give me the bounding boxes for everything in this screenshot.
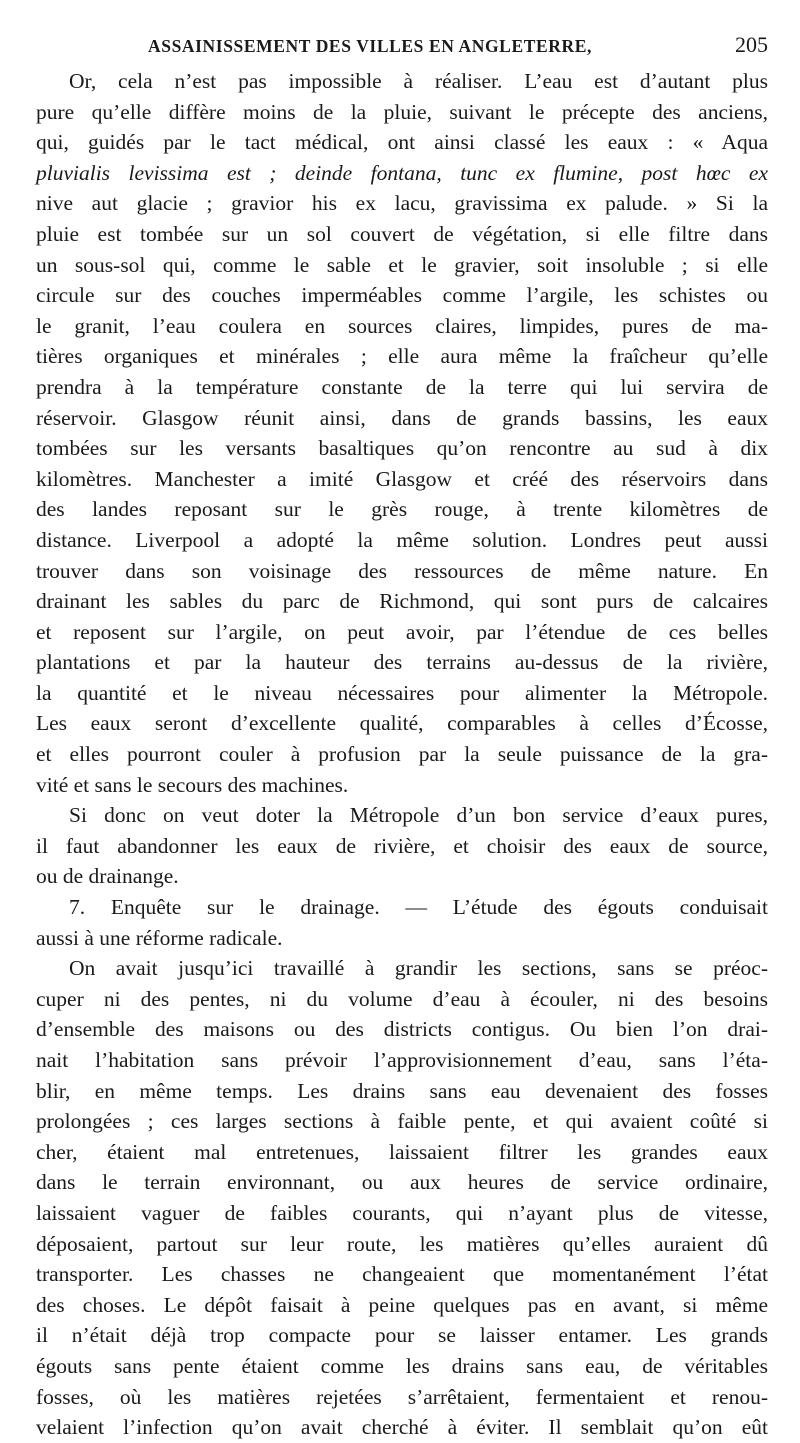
text-line: et reposent sur l’argile, on peut avoir, par l’étendue de ces belles bbox=[36, 619, 768, 644]
text-line: déposaient, partout sur leur route, les matières qu’elles auraient dû bbox=[36, 1231, 768, 1256]
text-line: et elles pourront couler à profusion par la seule puissance de la gra- bbox=[36, 742, 768, 767]
text-line: kilomètres. Manchester a imité Glasgow et créé des réservoirs dans bbox=[36, 466, 768, 491]
text-line: nait l’habitation sans prévoir l’approvisionnement d’eau, sans l’éta- bbox=[36, 1048, 768, 1072]
text-line: prolongées ; ces larges sections à faible pente, et qui avaient coûté si bbox=[36, 1109, 768, 1134]
text-line: pluvialis levissima est ; deinde fontana, tunc ex flumine, post hœc ex bbox=[36, 160, 768, 185]
body-text bbox=[36, 66, 768, 1443]
text-line: un sous-sol qui, comme le sable et le gravier, soit insoluble ; si elle bbox=[36, 252, 768, 277]
text-line: cher, étaient mal entretenues, laissaient filtrer les grandes eaux bbox=[36, 1139, 768, 1164]
text-line: velaient l’infection qu’on avait cherché à éviter. Il semblait qu’on eût bbox=[36, 1415, 768, 1440]
text-line: des landes reposant sur le grès rouge, à trente kilomètres de bbox=[36, 497, 768, 522]
text-line: 7. Enquête sur le drainage. — L’étude des égouts conduisait bbox=[69, 895, 768, 920]
text-line: égouts sans pente étaient comme les drains sans eau, de véritables bbox=[36, 1353, 768, 1378]
text-line: Si donc on veut doter la Métropole d’un bon service d’eaux pures, bbox=[69, 803, 768, 828]
text-line: le granit, l’eau coulera en sources claires, limpides, pures de ma- bbox=[36, 313, 768, 338]
text-line: tombées sur les versants basaltiques qu’on rencontre au sud à dix bbox=[36, 436, 768, 461]
text-line: qui, guidés par le tact médical, ont ainsi classé les eaux : « Aqua bbox=[36, 130, 768, 155]
text-line: blir, en même temps. Les drains sans eau devenaient des fosses bbox=[36, 1078, 768, 1103]
text-line: trouver dans son voisinage des ressources de même nature. En bbox=[36, 558, 768, 583]
text-line: nive aut glacie ; gravior his ex lacu, gravissima ex palude. » Si la bbox=[36, 191, 768, 216]
text-line: fosses, où les matières rejetées s’arrêtaient, fermentaient et renou- bbox=[36, 1384, 768, 1409]
text-line: d’ensemble des maisons ou des districts contigus. Ou bien l’on drai- bbox=[36, 1017, 768, 1042]
text-line: réservoir. Glasgow réunit ainsi, dans de grands bassins, les eaux bbox=[36, 405, 768, 430]
text-line: dans le terrain environnant, ou aux heures de service ordinaire, bbox=[36, 1170, 768, 1195]
text-line: la quantité et le niveau nécessaires pour alimenter la Métropole. bbox=[36, 680, 768, 705]
text-line: pure qu’elle diffère moins de la pluie, suivant le précepte des anciens, bbox=[36, 99, 768, 124]
page-number: 205 bbox=[735, 32, 768, 57]
text-line: plantations et par la hauteur des terrains au-dessus de la rivière, bbox=[36, 650, 768, 675]
text-line: pluie est tombée sur un sol couvert de végétation, si elle filtre dans bbox=[36, 221, 768, 246]
text-line: des choses. Le dépôt faisait à peine quelques pas en avant, si même bbox=[36, 1292, 768, 1317]
text-line: transporter. Les chasses ne changeaient que momentanément l’état bbox=[36, 1262, 768, 1287]
text-line: ou de drainange. bbox=[36, 864, 179, 889]
text-line: prendra à la température constante de la terre qui lui servira de bbox=[36, 374, 768, 399]
text-line: cuper ni des pentes, ni du volume d’eau à écouler, ni des besoins bbox=[36, 986, 768, 1011]
text-line: drainant les sables du parc de Richmond, qui sont purs de calcaires bbox=[36, 589, 768, 614]
text-line: On avait jusqu’ici travaillé à grandir les sections, sans se préoc- bbox=[69, 956, 768, 981]
text-line: circule sur des couches imperméables comme l’argile, les schistes ou bbox=[36, 283, 768, 308]
text-line: il n’était déjà trop compacte pour se laisser entamer. Les grands bbox=[36, 1323, 768, 1348]
text-line: aussi à une réforme radicale. bbox=[36, 925, 283, 950]
text-line: laissaient vaguer de faibles courants, qui n’ayant plus de vitesse, bbox=[36, 1200, 768, 1225]
text-line: il faut abandonner les eaux de rivière, et choisir des eaux de source, bbox=[36, 833, 768, 858]
text-line: tières organiques et minérales ; elle aura même la fraîcheur qu’elle bbox=[36, 344, 768, 369]
text-line: vité et sans le secours des machines. bbox=[36, 772, 349, 797]
text-line: Les eaux seront d’excellente qualité, comparables à celles d’Écosse, bbox=[36, 711, 768, 736]
text-line: Or, cela n’est pas impossible à réaliser. L’eau est d’autant plus bbox=[69, 69, 768, 93]
page-header bbox=[36, 30, 768, 66]
book-page bbox=[36, 30, 768, 1440]
running-title: ASSAINISSEMENT DES VILLES EN ANGLETERRE, bbox=[148, 36, 592, 56]
text-line: distance. Liverpool a adopté la même solution. Londres peut aussi bbox=[36, 527, 768, 552]
